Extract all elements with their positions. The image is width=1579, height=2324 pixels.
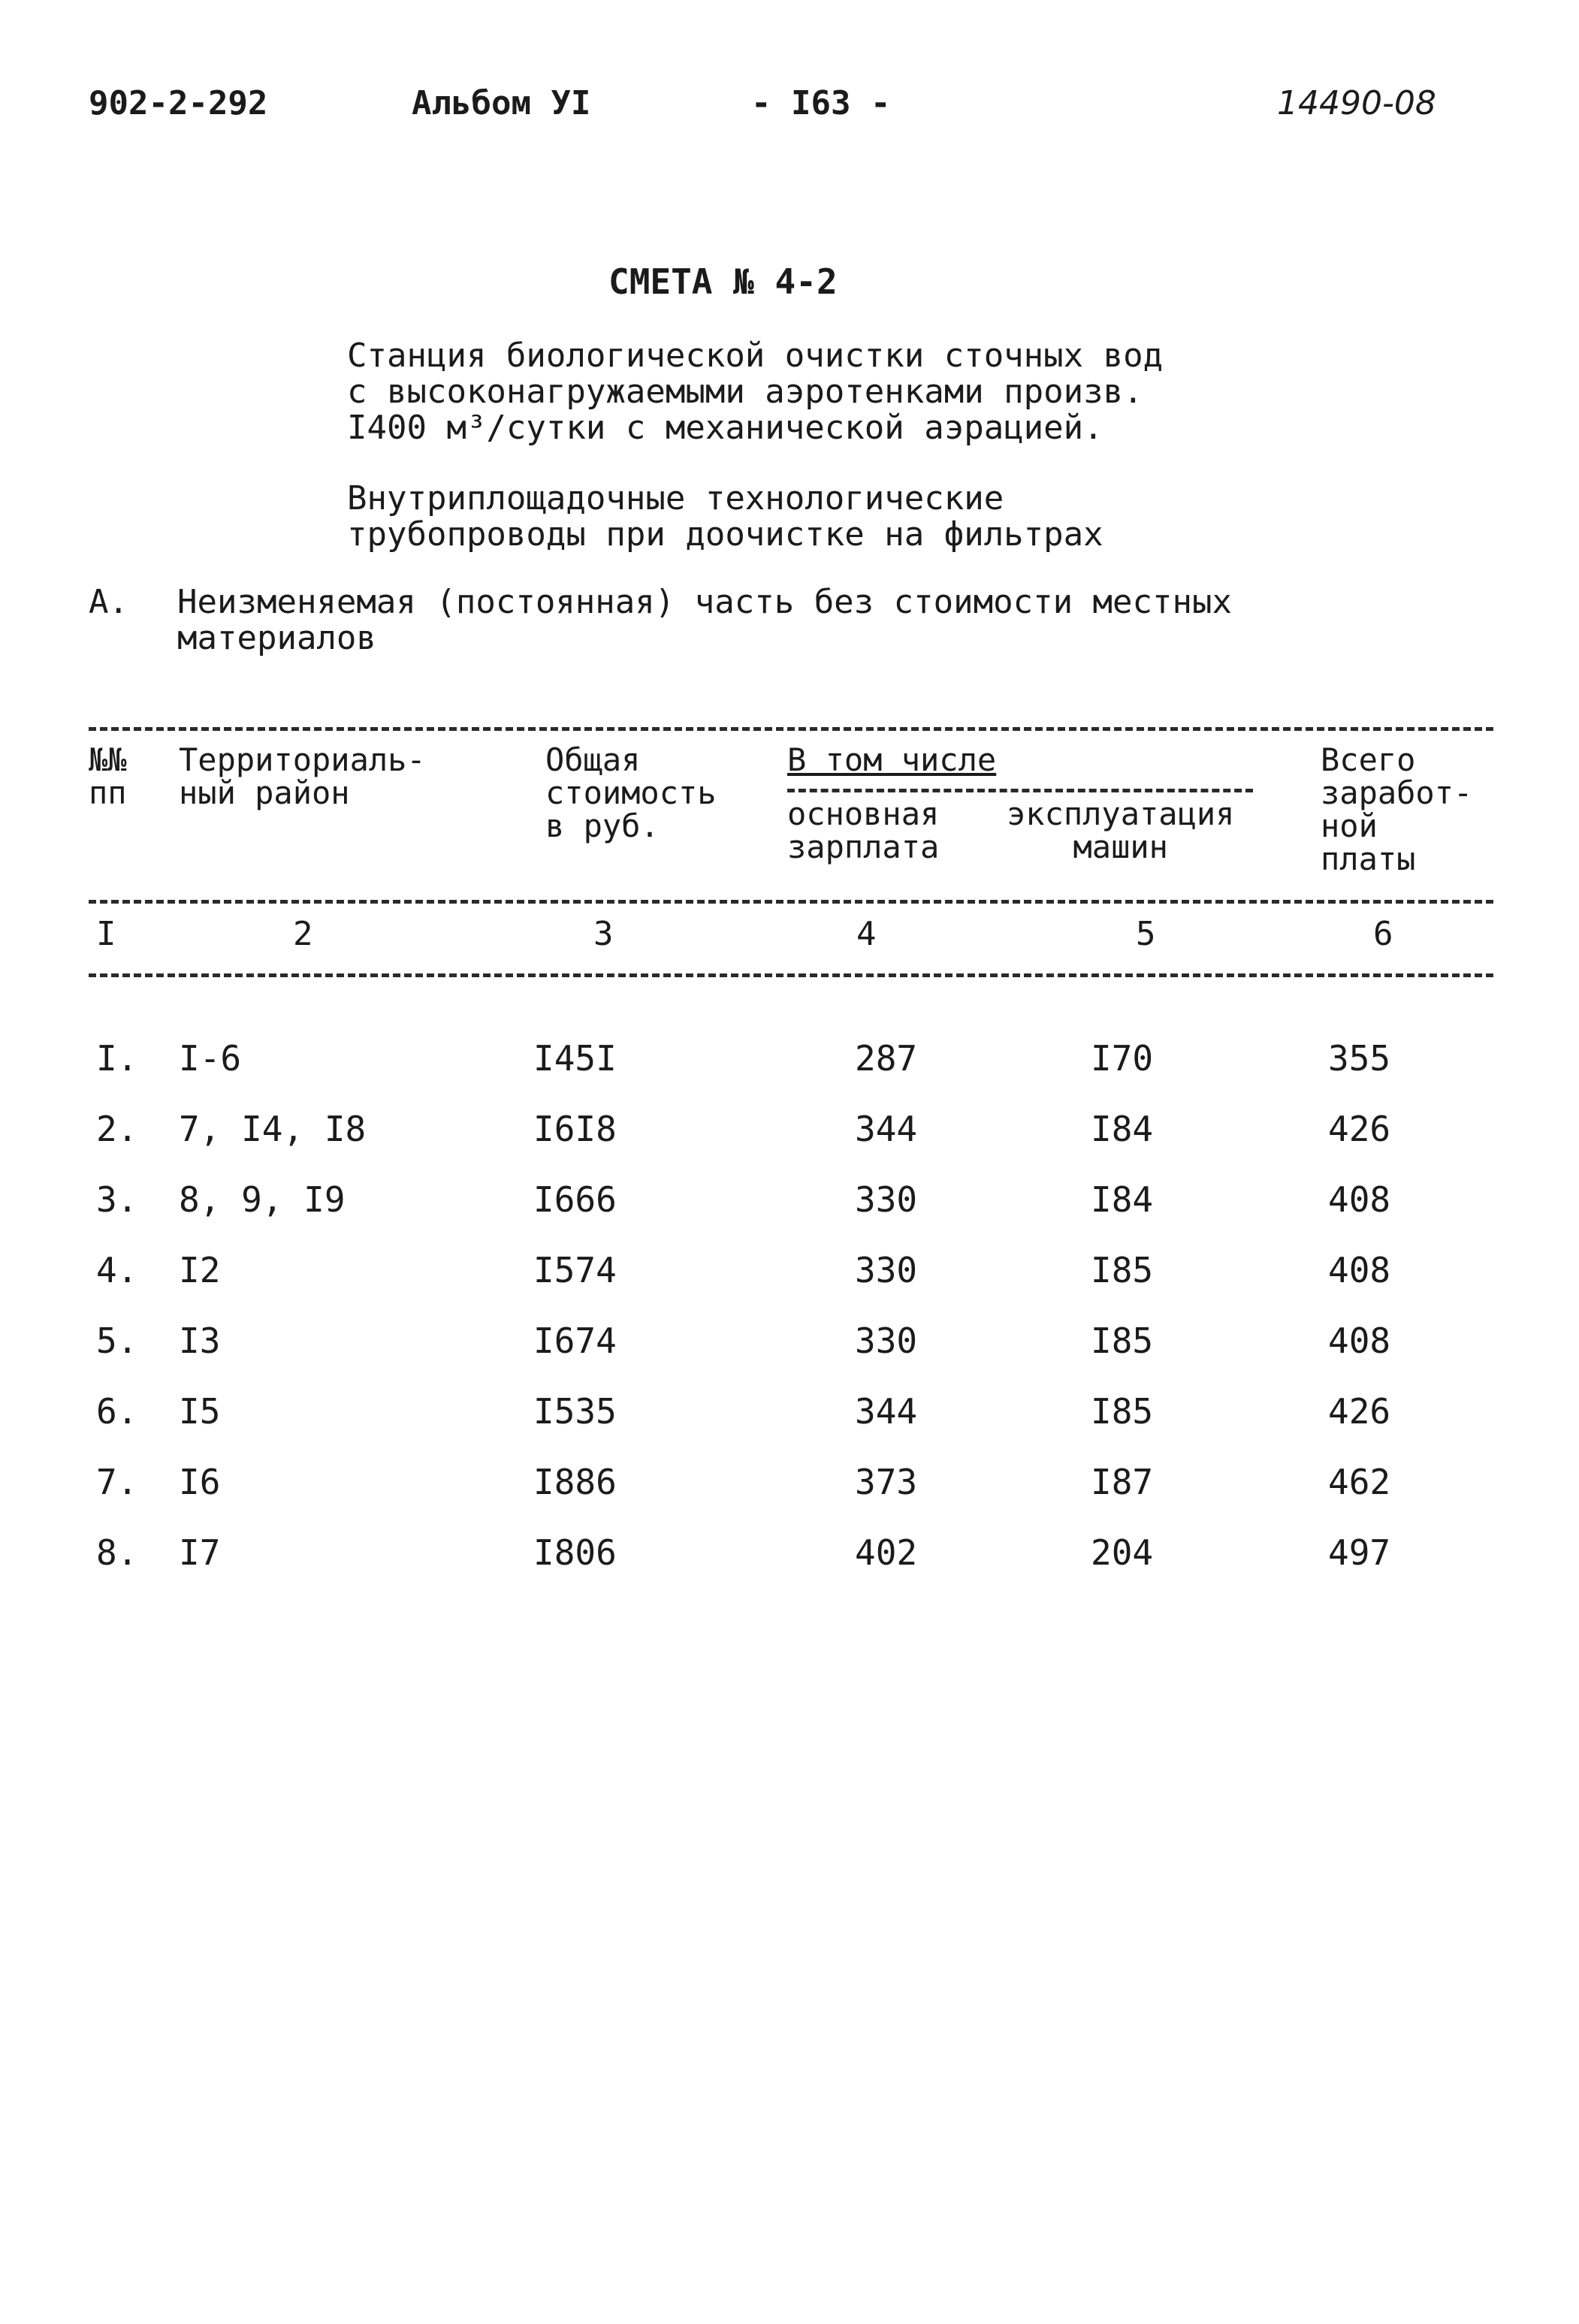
total-cost-cell: I574 [533, 1250, 617, 1290]
part-a-text [177, 584, 1232, 656]
table-top-rule [89, 727, 1493, 731]
machine-cost-cell: I85 [1091, 1250, 1154, 1290]
base-salary-cell: 287 [855, 1038, 918, 1079]
in-total-rule [787, 789, 1253, 792]
column-number: 3 [593, 915, 614, 953]
station-line: I400 м³/сутки с механической аэрацией. [347, 409, 1103, 447]
header-in-total: В том числе [787, 741, 997, 778]
header-base-salary: основная зарплата [787, 795, 940, 865]
part-a-letter: А. [89, 583, 128, 621]
base-salary-cell: 330 [855, 1320, 918, 1361]
page-number: - I63 - [751, 84, 891, 122]
total-wages-cell: 426 [1328, 1109, 1391, 1149]
row-number: 5. [96, 1320, 138, 1361]
row-number: 7. [96, 1462, 138, 1502]
machine-cost-cell: 204 [1091, 1532, 1154, 1573]
column-number: 5 [1136, 915, 1156, 953]
base-salary-cell: 373 [855, 1462, 918, 1502]
base-salary-cell: 344 [855, 1391, 918, 1432]
region-cell: 7, I4, I8 [179, 1109, 367, 1149]
header-total-cost: Общая стоимость в руб. [545, 741, 717, 844]
total-cost-cell: I45I [533, 1038, 617, 1079]
column-number: I [96, 915, 116, 953]
machine-cost-cell: I87 [1091, 1462, 1154, 1502]
row-number: 3. [96, 1179, 138, 1220]
total-cost-cell: I806 [533, 1532, 617, 1573]
machine-cost-cell: I70 [1091, 1038, 1154, 1079]
header-region: Территориаль- ный район [179, 741, 426, 811]
part-a-line: материалов [177, 619, 376, 657]
part-a-line: Неизменяемая (постоянная) часть без стоимости местных [177, 583, 1232, 621]
column-number: 6 [1373, 915, 1393, 953]
total-cost-cell: I886 [533, 1462, 617, 1502]
row-number: 8. [96, 1532, 138, 1573]
region-cell: I7 [179, 1532, 221, 1573]
machine-cost-cell: I85 [1091, 1391, 1154, 1432]
section-line: Внутриплощадочные технологические [347, 479, 1004, 518]
column-numbers-rule [89, 973, 1493, 977]
total-wages-cell: 497 [1328, 1532, 1391, 1573]
machine-cost-cell: I85 [1091, 1320, 1154, 1361]
region-cell: I3 [179, 1320, 221, 1361]
row-number: I. [96, 1038, 138, 1079]
machine-cost-cell: I84 [1091, 1179, 1154, 1220]
header-machine-operation: эксплуатация машин [1007, 795, 1235, 865]
header-num: №№ пп [89, 741, 127, 811]
inventory-number: 14490-08 [1277, 84, 1436, 122]
base-salary-cell: 402 [855, 1532, 918, 1573]
total-cost-cell: I666 [533, 1179, 617, 1220]
station-description [347, 338, 1163, 446]
total-wages-cell: 355 [1328, 1038, 1391, 1079]
region-cell: 8, 9, I9 [179, 1179, 346, 1220]
row-number: 6. [96, 1391, 138, 1432]
machine-cost-cell: I84 [1091, 1109, 1154, 1149]
section-line: трубопроводы при доочистке на фильтрах [347, 515, 1103, 554]
estimate-title: СМЕТА № 4-2 [608, 261, 838, 302]
header-bottom-rule [89, 900, 1493, 904]
total-cost-cell: I535 [533, 1391, 617, 1432]
total-wages-cell: 408 [1328, 1250, 1391, 1290]
part-a-heading [89, 584, 1486, 659]
total-cost-cell: I6I8 [533, 1109, 617, 1149]
station-line: с высоконагружаемыми аэротенками произв. [347, 373, 1143, 411]
region-cell: I5 [179, 1391, 221, 1432]
total-wages-cell: 426 [1328, 1391, 1391, 1432]
row-number: 2. [96, 1109, 138, 1149]
row-number: 4. [96, 1250, 138, 1290]
base-salary-cell: 330 [855, 1179, 918, 1220]
column-number: 4 [856, 915, 877, 953]
column-number: 2 [293, 915, 313, 953]
station-line: Станция биологической очистки сточных вод [347, 337, 1164, 375]
document-code: 902-2-292 [89, 84, 268, 122]
total-wages-cell: 408 [1328, 1320, 1391, 1361]
header-total-wages: Всего заработ- ной платы [1321, 741, 1473, 877]
album-label: Альбом УI [412, 84, 591, 122]
region-cell: I6 [179, 1462, 221, 1502]
region-cell: I-6 [179, 1038, 242, 1079]
total-wages-cell: 462 [1328, 1462, 1391, 1502]
total-cost-cell: I674 [533, 1320, 617, 1361]
base-salary-cell: 344 [855, 1109, 918, 1149]
base-salary-cell: 330 [855, 1250, 918, 1290]
region-cell: I2 [179, 1250, 221, 1290]
total-wages-cell: 408 [1328, 1179, 1391, 1220]
section-description [347, 481, 1103, 553]
